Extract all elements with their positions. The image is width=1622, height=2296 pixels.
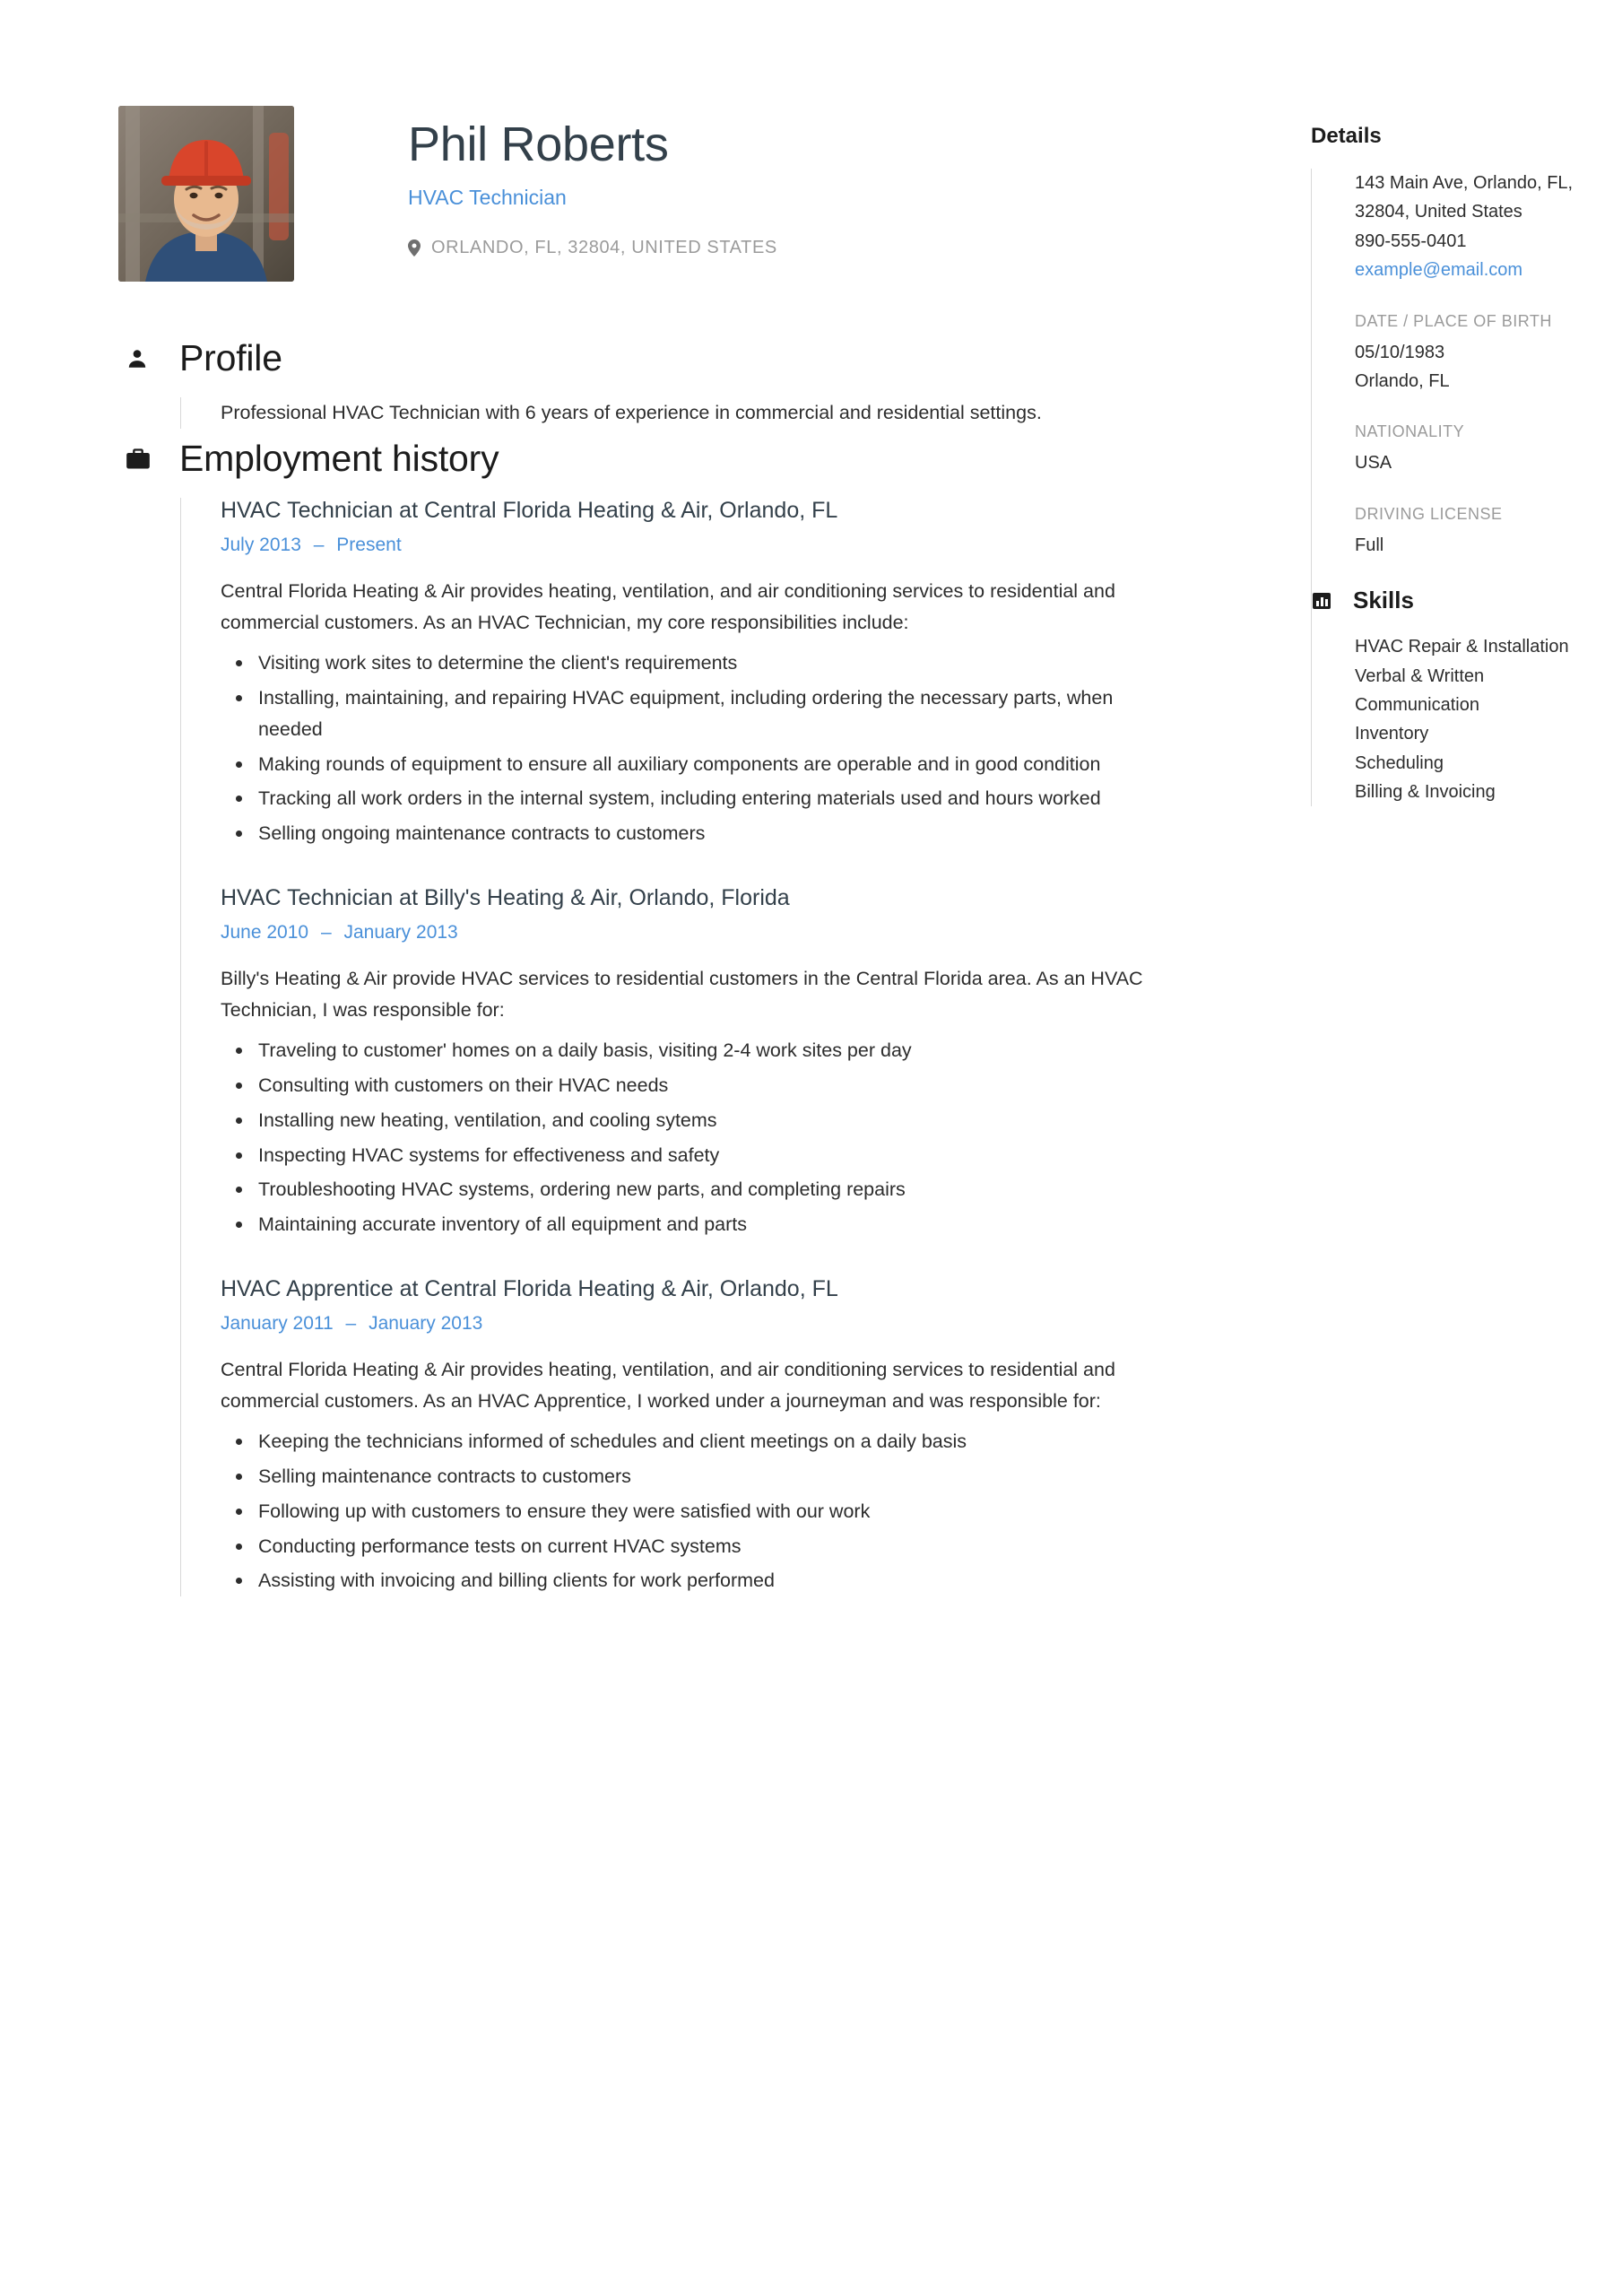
job-title-heading: HVAC Technician at Central Florida Heating & Air, Orlando, FL	[221, 498, 838, 524]
nationality-value: USA	[1355, 453, 1392, 474]
list-item: Selling ongoing maintenance contracts to customers	[258, 818, 1172, 849]
details-heading: Details	[1311, 124, 1382, 148]
date-dash: –	[320, 922, 332, 944]
dob-date: 05/10/1983	[1355, 342, 1445, 362]
email-link[interactable]: example@email.com	[1355, 260, 1523, 281]
date-dash: –	[313, 535, 325, 556]
list-item: Selling maintenance contracts to customers	[258, 1461, 1172, 1492]
list-item: Inspecting HVAC systems for effectiveness and safety	[258, 1140, 1172, 1171]
job-start-date: June 2010	[221, 922, 309, 944]
job-title: HVAC Technician	[408, 186, 567, 210]
profile-heading-row	[118, 337, 1172, 379]
location-row	[408, 238, 777, 258]
skills-heading: Skills	[1353, 587, 1414, 614]
section-profile	[118, 337, 1172, 429]
job-summary: Central Florida Heating & Air provides heating, ventilation, and air conditioning services to residential and commercial customers. As an HVAC Technician, my core responsibilities include:	[221, 580, 1115, 634]
skill-item: HVAC Repair & Installation	[1355, 637, 1569, 657]
employment-body	[180, 498, 1172, 1596]
sidebar-column	[1311, 106, 1580, 806]
location-text: ORLANDO, FL, 32804, UNITED STATES	[431, 238, 777, 258]
list-item: Visiting work sites to determine the client's requirements	[258, 648, 1172, 679]
list-item: Making rounds of equipment to ensure all auxiliary components are operable and in good condition	[258, 749, 1172, 780]
list-item: Consulting with customers on their HVAC needs	[258, 1070, 1172, 1101]
avatar	[118, 106, 294, 282]
briefcase-icon	[126, 448, 163, 471]
main-column	[118, 106, 1172, 1605]
job-start-date: January 2011	[221, 1313, 334, 1335]
skills-block	[1312, 587, 1580, 806]
profile-text: Professional HVAC Technician with 6 years of experience in commercial and residential settings.	[221, 402, 1042, 423]
skill-item: Inventory	[1355, 724, 1429, 744]
job-entry	[221, 885, 1172, 1240]
job-entry	[221, 1276, 1172, 1596]
details-inner	[1312, 169, 1580, 560]
section-employment	[118, 438, 1172, 1596]
nationality-label: NATIONALITY	[1355, 422, 1465, 441]
job-date-range	[221, 535, 1172, 556]
address-text: 143 Main Ave, Orlando, FL, 32804, United States	[1355, 173, 1574, 222]
job-end-date: Present	[336, 535, 402, 556]
person-icon	[126, 347, 163, 370]
job-date-range	[221, 1313, 1172, 1335]
date-dash: –	[345, 1313, 357, 1335]
job-summary: Central Florida Heating & Air provides heating, ventilation, and air conditioning services to residential and commercial customers. As an HVAC Apprentice, I worked under a journeyman and was responsible for:	[221, 1359, 1115, 1413]
job-entry	[221, 498, 1172, 849]
details-block	[1311, 169, 1580, 806]
resume-header	[118, 106, 1172, 282]
job-date-range	[221, 922, 1172, 944]
list-item: Maintaining accurate inventory of all equipment and parts	[258, 1209, 1172, 1240]
bar-chart-icon	[1312, 591, 1339, 611]
skill-item: Billing & Invoicing	[1355, 782, 1496, 803]
skill-item: Verbal & Written Communication	[1355, 665, 1485, 715]
section-title-profile: Profile	[179, 337, 282, 378]
driving-license-label: DRIVING LICENSE	[1355, 504, 1503, 523]
list-item: Traveling to customer' homes on a daily basis, visiting 2-4 work sites per day	[258, 1035, 1172, 1066]
driving-license-value: Full	[1355, 535, 1384, 555]
phone-text: 890-555-0401	[1355, 230, 1467, 251]
list-item: Conducting performance tests on current HVAC systems	[258, 1531, 1172, 1562]
section-title-employment: Employment history	[179, 438, 499, 480]
job-title-heading: HVAC Apprentice at Central Florida Heating & Air, Orlando, FL	[221, 1276, 838, 1302]
job-title-heading: HVAC Technician at Billy's Heating & Air, Orlando, Florida	[221, 885, 790, 911]
job-summary: Billy's Heating & Air provide HVAC services to residential customers in the Central Florida area. As an HVAC Technician, I was responsible for:	[221, 968, 1143, 1022]
list-item: Troubleshooting HVAC systems, ordering new parts, and completing repairs	[258, 1174, 1172, 1205]
list-item: Installing new heating, ventilation, and cooling sytems	[258, 1105, 1172, 1136]
list-item: Following up with customers to ensure they were satisfied with our work	[258, 1496, 1172, 1527]
header-text-block	[408, 106, 777, 258]
list-item: Installing, maintaining, and repairing HVAC equipment, including ordering the necessary parts, when needed	[258, 683, 1172, 745]
dob-label: DATE / PLACE OF BIRTH	[1355, 311, 1552, 330]
location-pin-icon	[408, 239, 421, 257]
page-title: Phil Roberts	[408, 117, 669, 171]
job-start-date: July 2013	[221, 535, 301, 556]
job-bullet-list	[221, 1035, 1172, 1240]
page-layout	[118, 106, 1574, 1605]
profile-body	[180, 397, 1172, 429]
list-item: Keeping the technicians informed of schedules and client meetings on a daily basis	[258, 1426, 1172, 1457]
job-end-date: January 2013	[369, 1313, 483, 1335]
skills-heading-row	[1312, 587, 1580, 614]
employment-heading-row	[118, 438, 1172, 480]
dob-value	[1355, 338, 1580, 396]
list-item: Tracking all work orders in the internal system, including entering materials used and hours worked	[258, 783, 1172, 814]
dob-place: Orlando, FL	[1355, 370, 1450, 391]
job-end-date: January 2013	[343, 922, 458, 944]
job-bullet-list	[221, 648, 1172, 849]
list-item: Assisting with invoicing and billing clients for work performed	[258, 1565, 1172, 1596]
skill-item: Scheduling	[1355, 752, 1444, 773]
job-bullet-list	[221, 1426, 1172, 1596]
